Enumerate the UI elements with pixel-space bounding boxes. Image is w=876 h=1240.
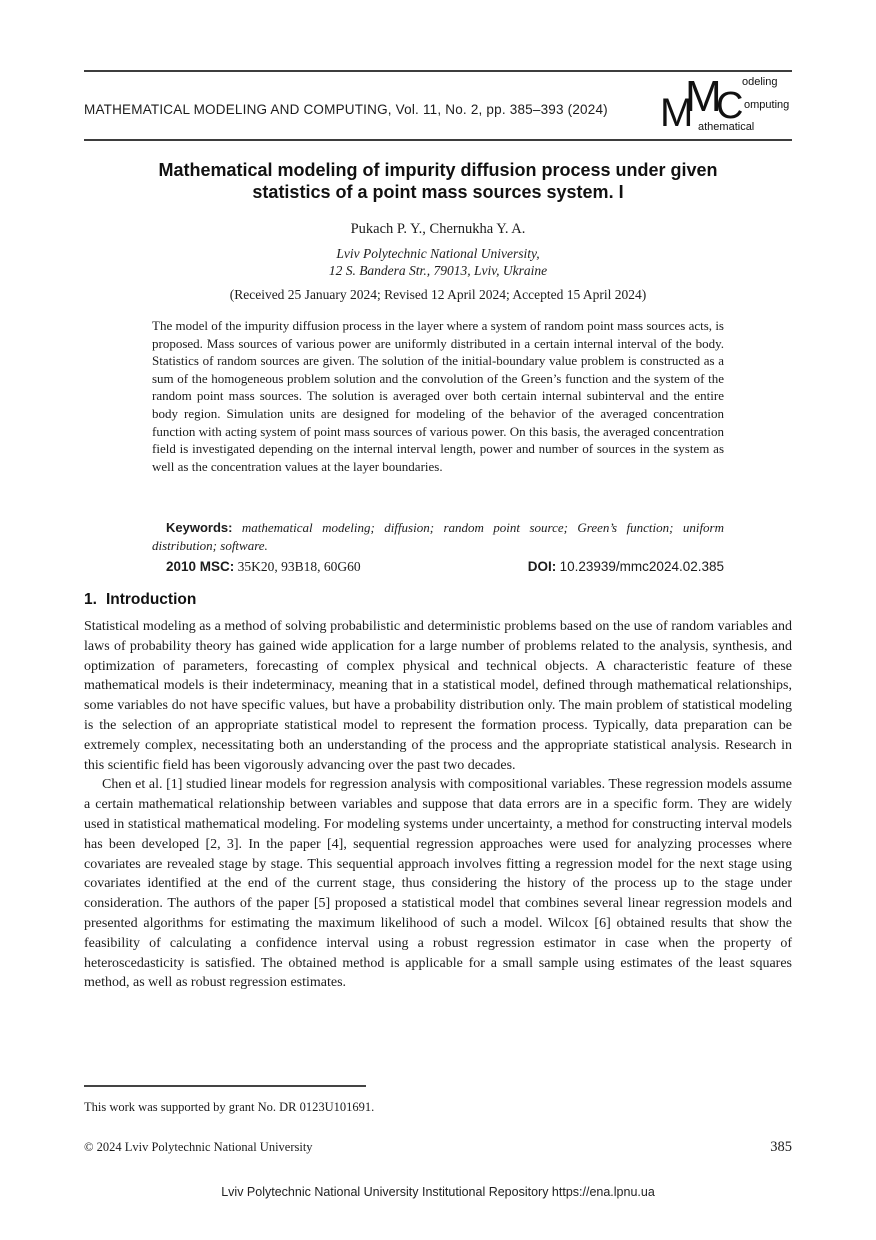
- page-number: 385: [770, 1139, 792, 1155]
- header-bottom-rule: [84, 139, 792, 141]
- msc-entry: [152, 559, 361, 575]
- section-heading-introduction: [84, 591, 196, 609]
- received-revised-accepted-line: (Received 25 January 2024; Revised 12 April 2024; Accepted 15 April 2024): [229, 287, 647, 302]
- footnote-rule: [84, 1085, 366, 1087]
- logo-word-modeling: odeling: [742, 76, 778, 88]
- msc-doi-row: [152, 559, 724, 575]
- copyright-notice: © 2024 Lviv Polytechnic National University: [84, 1140, 313, 1154]
- article-title-line1: Mathematical modeling of impurity diffusion process under given: [158, 160, 718, 180]
- affiliation-line1: Lviv Polytechnic National University,: [336, 246, 540, 261]
- logo-letter-m-mathematical: M: [660, 91, 694, 135]
- affiliation-line2: 12 S. Bandera Str., 79013, Lviv, Ukraine: [328, 262, 548, 278]
- intro-paragraph-1: Statistical modeling as a method of solving probabilistic and deterministic problems based on the use of random variables and laws of probability theory has gained wide application for a large number of problems related to the analysis, synthesis, and optimization of parameters, forecasting of complex physical and technical objects. A characteristic feature of these mathematical models is their indeterminacy, meaning that in a statistical model, defined through mathematical relationships, some variables do not have specific values, but have a probability distribution only. The main problem of statistical modeling is the selection of an appropriate statistical model to represent the formation process. Typically, data preparation can be extremely complex, necessitating both an understanding of the process and the appropriate statistical analysis. Research in this scientific field has been vigorously advancing over the past two decades.: [84, 619, 792, 773]
- keywords-paragraph: [152, 519, 724, 554]
- authors-line: Pukach P. Y., Chernukha Y. A.: [350, 221, 526, 237]
- grant-footnote: This work was supported by grant No. DR 0123U101691.: [84, 1100, 375, 1114]
- repository-banner: Lviv Polytechnic National University Institutional Repository https://ena.lpnu.ua: [221, 1185, 655, 1199]
- logo-word-computing: omputing: [744, 99, 790, 111]
- article-title: [0, 159, 876, 203]
- doi-entry: [528, 559, 724, 575]
- affiliation-block: [0, 246, 876, 279]
- section-title: Introduction: [105, 591, 197, 608]
- article-title-line2: statistics of a point mass sources system. I: [252, 182, 624, 202]
- mmc-journal-logo: [660, 74, 790, 136]
- msc-label: 2010 MSC:: [166, 559, 235, 574]
- section-number: 1.: [84, 591, 97, 608]
- intro-paragraph-2: Chen et al. [1] studied linear models for regression analysis with compositional variables. These regression models assume a certain mathematical relationship between variables and suppose that data errors are in a specific form. They are widely used in statistical mathematical modeling. For modeling systems under uncertainty, a method for constructing interval models has been developed [2, 3]. In the paper [4], sequential regression approaches were used for analyzing processes where covariates are revealed stage by stage. This sequential approach involves fitting a regression model for the next stage using covariates identified at the end of the current stage, thus considering the history of the process up to the stage under consideration. The authors of the paper [5] proposed a statistical model that combines several linear regression models and presented algorithms for estimating the maximum likelihood of such a model. Wilcox [6] obtained results that show the feasibility of calculating a confidence interval using a robust regression estimator in case when the property of heteroscedasticity is satisfied. The obtained method is applicable for a small sample using estimates of the least squares method, as well as robust regression estimates.: [84, 777, 792, 991]
- copyright-row: [84, 1139, 792, 1156]
- doi-value: 10.23939/mmc2024.02.385: [559, 559, 724, 574]
- journal-header-line: MATHEMATICAL MODELING AND COMPUTING, Vol. 11, No. 2, pp. 385–393 (2024): [84, 102, 608, 117]
- keywords-label: Keywords:: [166, 520, 233, 535]
- doi-label: DOI:: [527, 559, 557, 574]
- abstract-text: The model of the impurity diffusion process in the layer where a system of random point mass sources acts, is proposed. Mass sources of various power are uniformly distributed in a certain internal interval of the body. Statistics of random sources are given. The solution of the initial-boundary value problem is constructed as a sum of the homogeneous problem solution and the convolution of the Green’s function and the system of the random point mass sources. The solution is averaged over both certain internal subinterval and the entire body region. Simulation units are designed for modeling of the behavior of the averaged concentration function with acting system of point mass sources of various power. On this basis, the averaged concentration field is investigated depending on the internal interval length, power and number of sources in the system as well as the concentration values at the layer boundaries.: [152, 318, 724, 474]
- logo-letter-m-modeling: M: [685, 72, 722, 121]
- keywords-text: mathematical modeling; diffusion; random point source; Green’s function; uniform distribution; software.: [152, 520, 725, 553]
- logo-letter-c-computing: C: [716, 85, 744, 127]
- introduction-body: [84, 617, 792, 993]
- msc-value: 35K20, 93B18, 60G60: [237, 559, 361, 574]
- logo-word-mathematical: athematical: [698, 121, 755, 133]
